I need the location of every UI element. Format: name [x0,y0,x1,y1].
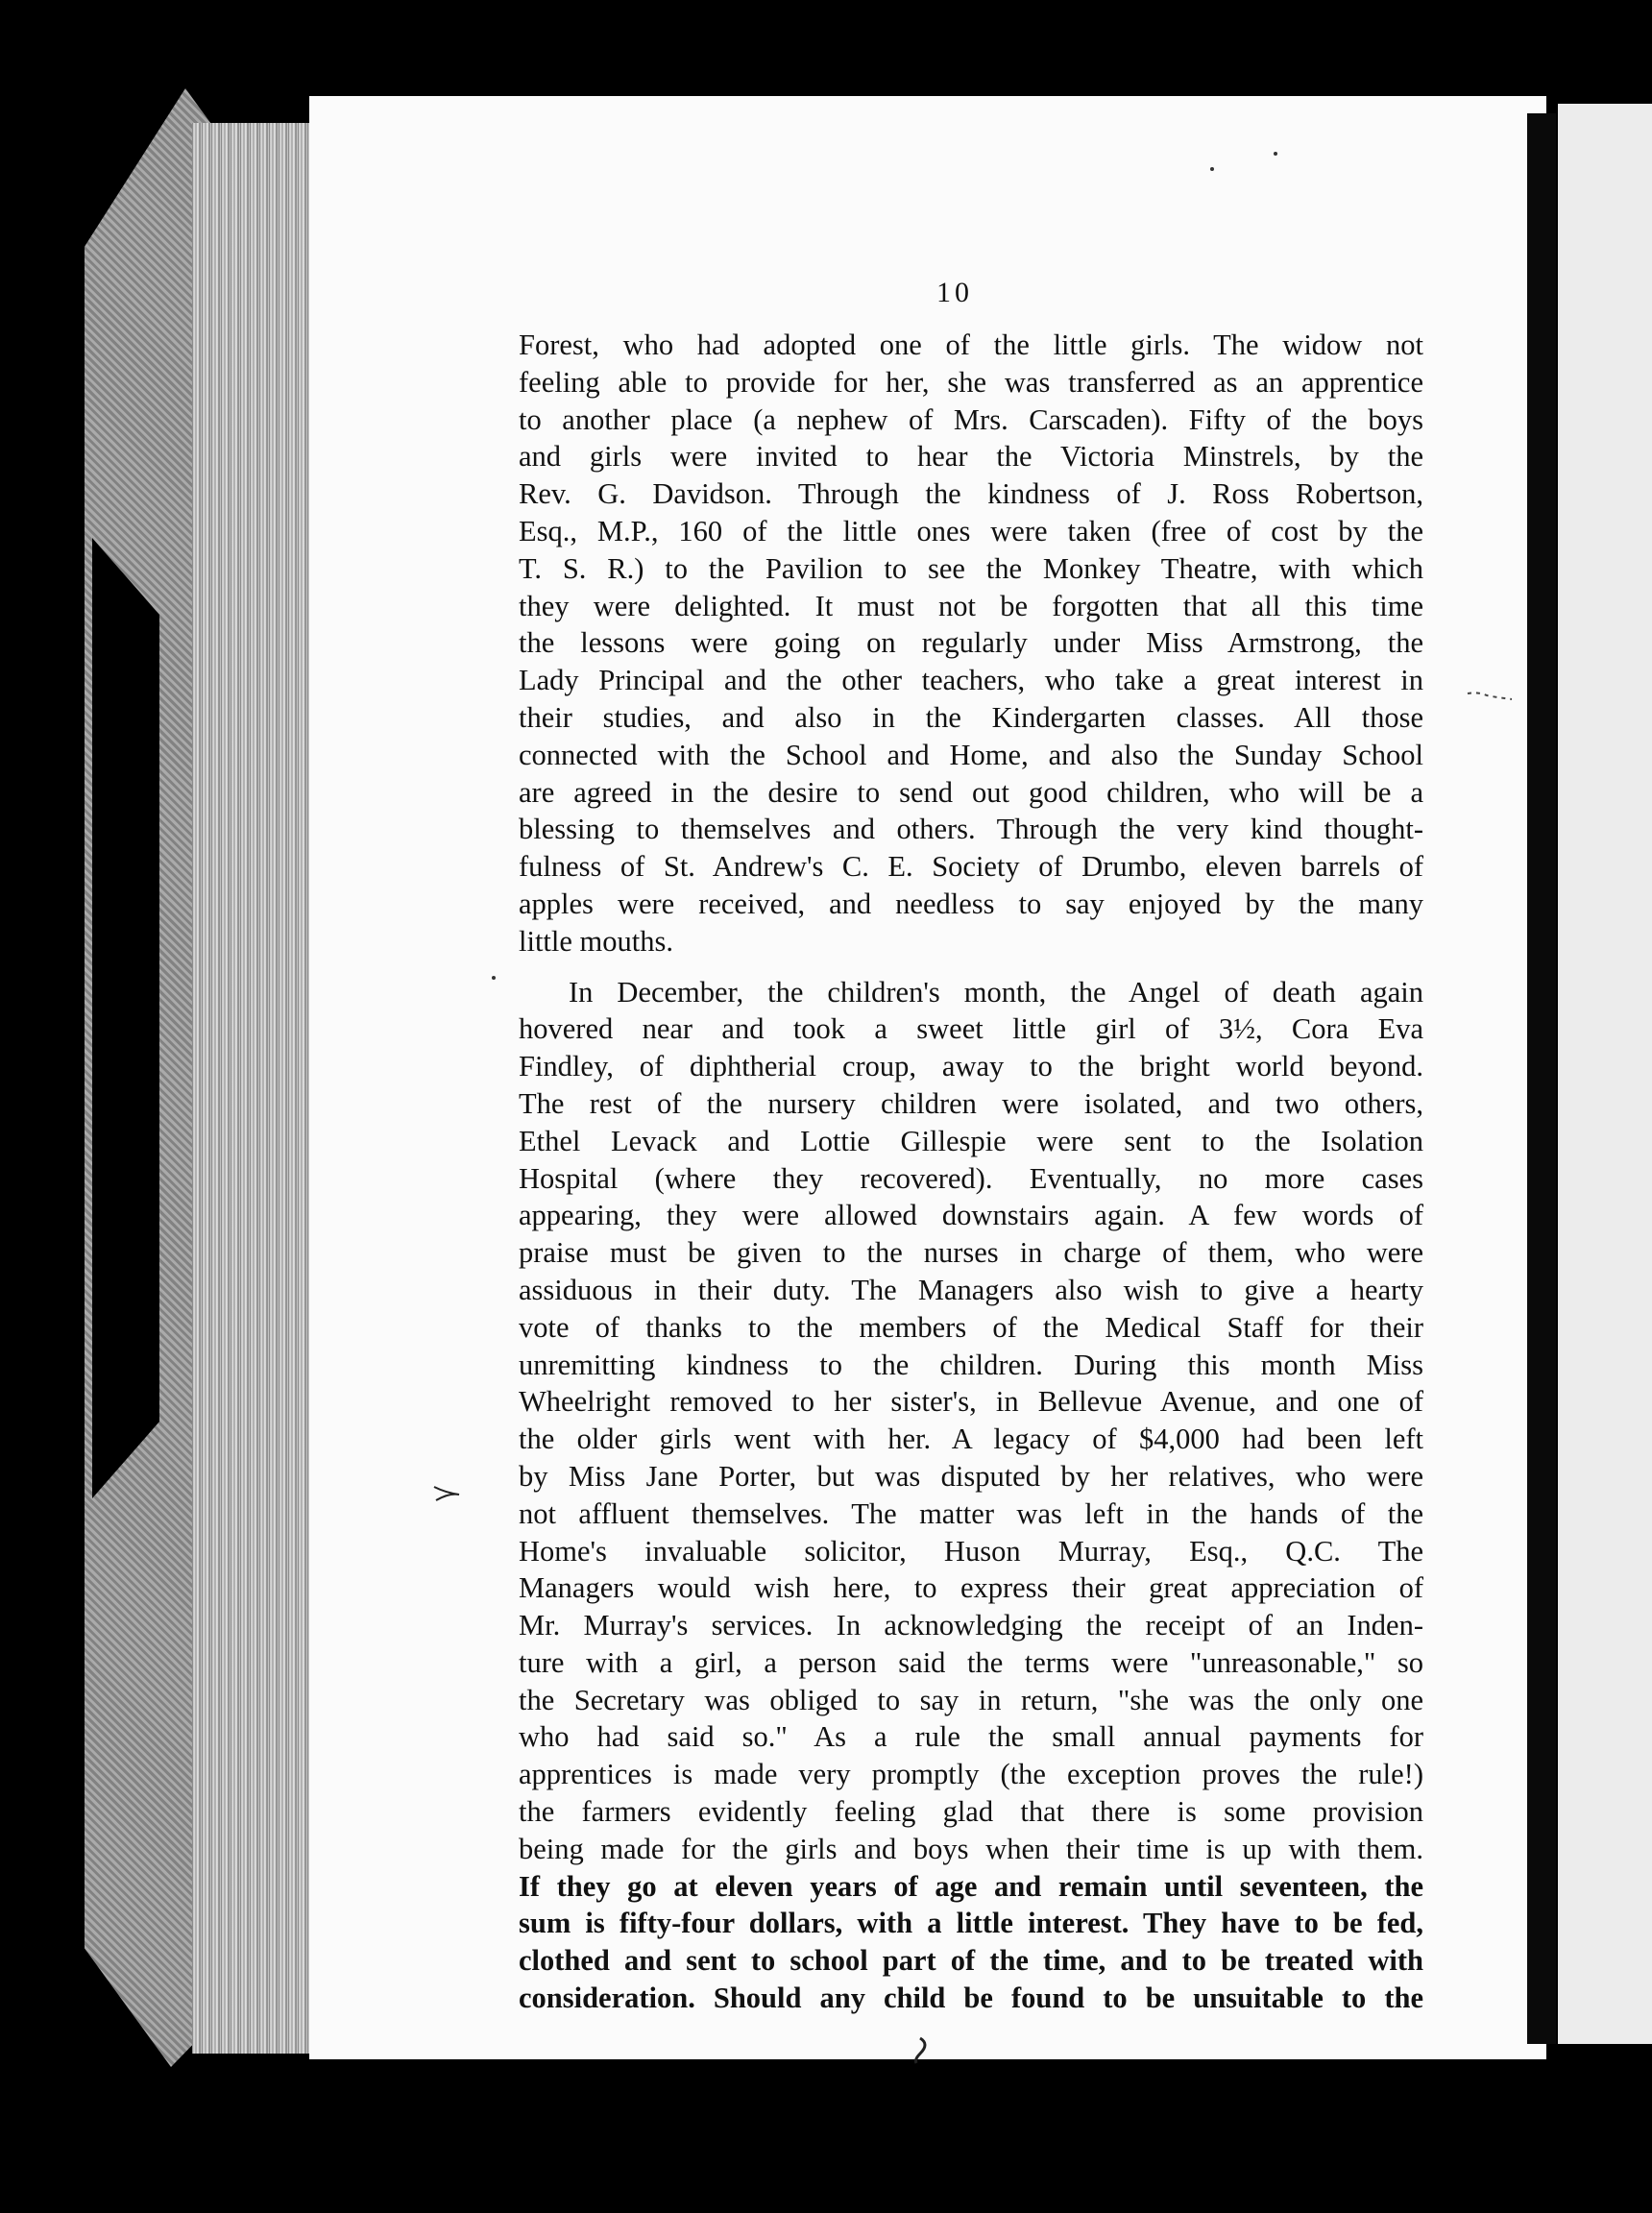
text-line: the farmers evidently feeling glad that there is some provision [519,1795,1423,1829]
text-line: little mouths. [519,924,673,958]
text-line: assiduous in their duty. The Managers also wish to give a hearty [519,1273,1423,1306]
text-line: unremitting kindness to the children. During this month Miss [519,1348,1423,1381]
text-line: praise must be given to the nurses in charge of them, who were [519,1236,1423,1270]
text-line: vote of thanks to the members of the Medical Staff for their [519,1310,1423,1344]
text-line: Lady Principal and the other teachers, who take a great interest in [519,664,1423,697]
text-line: are agreed in the desire to send out good children, who will be a [519,775,1423,809]
text-line: Wheelright removed to her sister's, in Bellevue Avenue, and one of [519,1385,1423,1419]
text-line: Esq., M.P., 160 of the little ones were taken (free of cost by the [519,514,1423,547]
text-line: The rest of the nursery children were isolated, and two others, [519,1086,1423,1120]
text-line: T. S. R.) to the Pavilion to see the Monkey Theatre, with which [519,551,1423,585]
text-line: and girls were invited to hear the Victoria Minstrels, by the [519,440,1423,474]
text-line: the Secretary was obliged to say in return, "she was the only one [519,1683,1423,1716]
text-line: sum is fifty-four dollars, with a little interest. They have to be fed, [519,1907,1423,1940]
text-line: who had said so." As a rule the small annual payments for [519,1720,1423,1754]
text-line: Ethel Levack and Lottie Gillespie were sent to the Isolation [519,1124,1423,1157]
text-line: to another place (a nephew of Mrs. Carscaden). Fifty of the boys [519,402,1423,436]
text-line: by Miss Jane Porter, but was disputed by her relatives, who were [519,1459,1423,1493]
text-line: not affluent themselves. The matter was left in the hands of the [519,1496,1423,1530]
text-line: the lessons were going on regularly under Miss Armstrong, the [519,626,1423,660]
text-line: blessing to themselves and others. Through the very kind thought- [519,813,1423,846]
text-line: hovered near and took a sweet little girl of 3½, Cora Eva [519,1012,1423,1046]
text-line: If they go at eleven years of age and remain until seventeen, the [519,1869,1423,1903]
text-line: Forest, who had adopted one of the little girls. The widow not [519,328,1423,361]
text-line: In December, the children's month, the Angel of death again [569,975,1423,1009]
text-line: Home's invaluable solicitor, Huson Murray, Esq., Q.C. The [519,1534,1423,1568]
text-line: Managers would wish here, to express their great appreciation of [519,1571,1423,1605]
text-line: being made for the girls and boys when their time is up with them. [519,1832,1423,1865]
text-line: Hospital (where they recovered). Eventually, no more cases [519,1161,1423,1195]
text-line: they were delighted. It must not be forgotten that all this time [519,589,1423,622]
text-line: feeling able to provide for her, she was transferred as an apprentice [519,365,1423,399]
text-line: the older girls went with her. A legacy of $4,000 had been left [519,1423,1423,1456]
text-line: consideration. Should any child be found to be unsuitable to the [519,1982,1423,2015]
text-line: connected with the School and Home, and also the Sunday School [519,738,1423,771]
text-line: Rev. G. Davidson. Through the kindness of J. Ross Robertson, [519,477,1423,511]
text-line: appearing, they were allowed downstairs again. A few words of [519,1199,1423,1232]
page-number: 10 [936,277,973,308]
text-line: Findley, of diphtherial croup, away to the bright world beyond. [519,1050,1423,1083]
text-line: apprentices is made very promptly (the exception proves the rule!) [519,1758,1423,1791]
text-line: clothed and sent to school part of the time, and to be treated with [519,1944,1423,1978]
text-line: apples were received, and needless to say enjoyed by the many [519,887,1423,920]
text-line: their studies, and also in the Kindergarten classes. All those [519,700,1423,734]
text-line: Mr. Murray's services. In acknowledging the receipt of an Inden- [519,1609,1423,1642]
text-line: fulness of St. Andrew's C. E. Society of Drumbo, eleven barrels of [519,850,1423,884]
text-line: ture with a girl, a person said the terms were "unreasonable," so [519,1645,1423,1679]
